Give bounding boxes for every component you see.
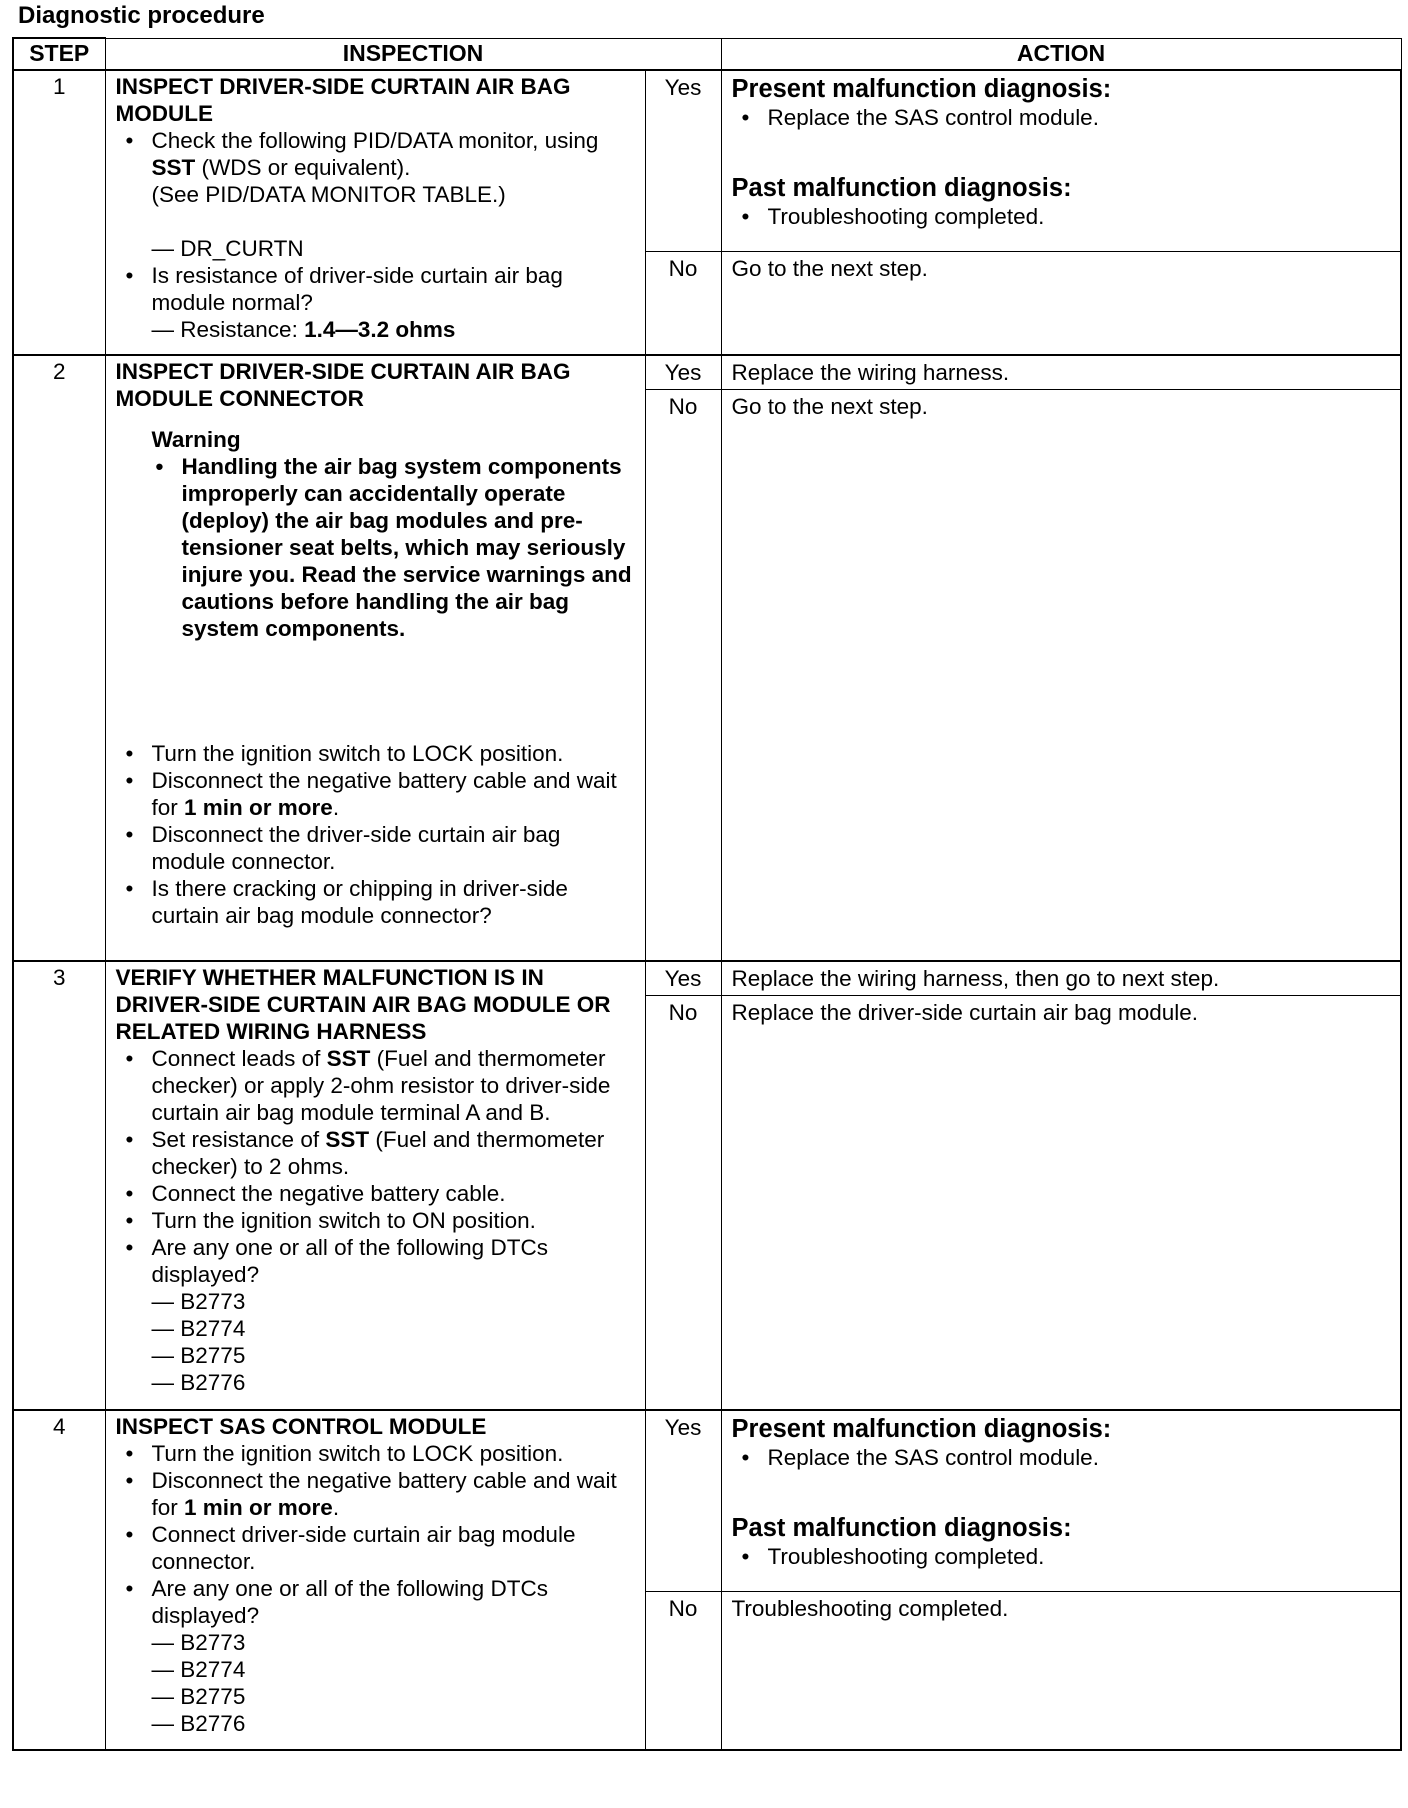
inspection-header: INSPECTION <box>105 38 721 70</box>
inspection-item: • Are any one or all of the following DTCs displayed? <box>116 1234 635 1288</box>
dtc-code: — B2773 <box>116 1288 635 1315</box>
action-item: • Replace the SAS control module. <box>732 1444 1391 1471</box>
no-action: Replace the driver-side curtain air bag module. <box>721 995 1401 1410</box>
no-label: No <box>645 390 721 961</box>
step-3 <box>13 961 1401 1411</box>
yes-label: Yes <box>645 1410 721 1591</box>
inspection-item: • Disconnect the driver-side curtain air bag module connector. <box>116 821 635 875</box>
inspection-item: • Is resistance of driver-side curtain air bag module normal? <box>116 262 635 316</box>
header-row <box>13 38 1401 70</box>
inspection-item: • Turn the ignition switch to ON position. <box>116 1207 635 1234</box>
resistance-spec: — Resistance: 1.4—3.2 ohms <box>116 316 635 343</box>
warning-box <box>116 426 635 642</box>
step-number: 1 <box>13 70 105 355</box>
step-1 <box>13 70 1401 355</box>
step-number: 4 <box>13 1410 105 1750</box>
dtc-code: — B2774 <box>116 1315 635 1342</box>
step-4 <box>13 1410 1401 1750</box>
yes-label: Yes <box>645 70 721 251</box>
dtc-code: — B2776 <box>116 1710 635 1737</box>
document-title: Diagnostic procedure <box>18 2 265 29</box>
no-action: Go to the next step. <box>721 390 1401 961</box>
step-header: STEP <box>13 38 105 70</box>
step-heading: VERIFY WHETHER MALFUNCTION IS IN DRIVER-SIDE CURTAIN AIR BAG MODULE OR RELATED WIRING HARNESS <box>115 964 611 1044</box>
step-inspection <box>105 70 645 355</box>
step-inspection <box>105 961 645 1411</box>
no-action: Go to the next step. <box>721 251 1401 355</box>
step-heading: INSPECT SAS CONTROL MODULE <box>115 1414 487 1439</box>
yes-action: Replace the wiring harness, then go to next step. <box>721 961 1401 996</box>
dtc-code: — B2776 <box>116 1369 635 1396</box>
yes-label: Yes <box>645 355 721 390</box>
present-diagnosis-heading: Present malfunction diagnosis: <box>731 1415 1112 1443</box>
dtc-code: — B2773 <box>116 1629 635 1656</box>
inspection-item: • Turn the ignition switch to LOCK position. <box>116 1440 635 1467</box>
inspection-item: • Disconnect the negative battery cable and wait for 1 min or more. <box>116 767 635 821</box>
no-label: No <box>645 251 721 355</box>
no-action: Troubleshooting completed. <box>721 1591 1401 1750</box>
step-number: 3 <box>13 961 105 1411</box>
yes-action <box>721 1410 1401 1591</box>
inspection-item: • Is there cracking or chipping in driver-side curtain air bag module connector? <box>116 875 635 929</box>
present-diagnosis-heading: Present malfunction diagnosis: <box>731 75 1112 103</box>
dtc-code: — B2775 <box>116 1683 635 1710</box>
no-label: No <box>645 1591 721 1750</box>
action-header: ACTION <box>721 38 1401 70</box>
dtc-code: — B2774 <box>116 1656 635 1683</box>
step-inspection <box>105 1410 645 1750</box>
action-item: • Replace the SAS control module. <box>732 104 1391 131</box>
action-item: • Troubleshooting completed. <box>732 1543 1391 1570</box>
step-inspection <box>105 355 645 961</box>
inspection-item: • Connect leads of SST (Fuel and thermometer checker) or apply 2-ohm resistor to driver-side curtain air bag module terminal A and B. <box>116 1045 635 1126</box>
step-heading: INSPECT DRIVER-SIDE CURTAIN AIR BAG MODULE <box>115 74 571 126</box>
past-diagnosis-heading: Past malfunction diagnosis: <box>731 1514 1072 1542</box>
inspection-item: • Are any one or all of the following DTCs displayed? <box>116 1575 635 1629</box>
past-diagnosis-heading: Past malfunction diagnosis: <box>731 174 1072 202</box>
warning-text: • Handling the air bag system components improperly can accidentally operate (deploy) the air bag modules and pre-tensioner seat belts, which may seriously injure you. Read the service warnings and cautions before handling the air bag system components. <box>152 453 635 642</box>
yes-action: Replace the wiring harness. <box>721 355 1401 390</box>
dtc-code: — B2775 <box>116 1342 635 1369</box>
step-2 <box>13 355 1401 961</box>
inspection-item: • Check the following PID/DATA monitor, using SST (WDS or equivalent). (See PID/DATA MONITOR TABLE.) <box>116 127 635 208</box>
action-item: • Troubleshooting completed. <box>732 203 1391 230</box>
diagnostic-table <box>12 37 1402 1751</box>
inspection-item: • Turn the ignition switch to LOCK position. <box>116 740 635 767</box>
pid-item: — DR_CURTN <box>116 235 635 262</box>
inspection-item: • Disconnect the negative battery cable and wait for 1 min or more. <box>116 1467 635 1521</box>
yes-action <box>721 70 1401 251</box>
step-heading: INSPECT DRIVER-SIDE CURTAIN AIR BAG MODULE CONNECTOR <box>115 359 571 411</box>
yes-label: Yes <box>645 961 721 996</box>
no-label: No <box>645 995 721 1410</box>
inspection-item: • Connect driver-side curtain air bag module connector. <box>116 1521 635 1575</box>
step-number: 2 <box>13 355 105 961</box>
inspection-item: • Connect the negative battery cable. <box>116 1180 635 1207</box>
warning-title: Warning <box>151 427 241 452</box>
inspection-item: • Set resistance of SST (Fuel and thermometer checker) to 2 ohms. <box>116 1126 635 1180</box>
